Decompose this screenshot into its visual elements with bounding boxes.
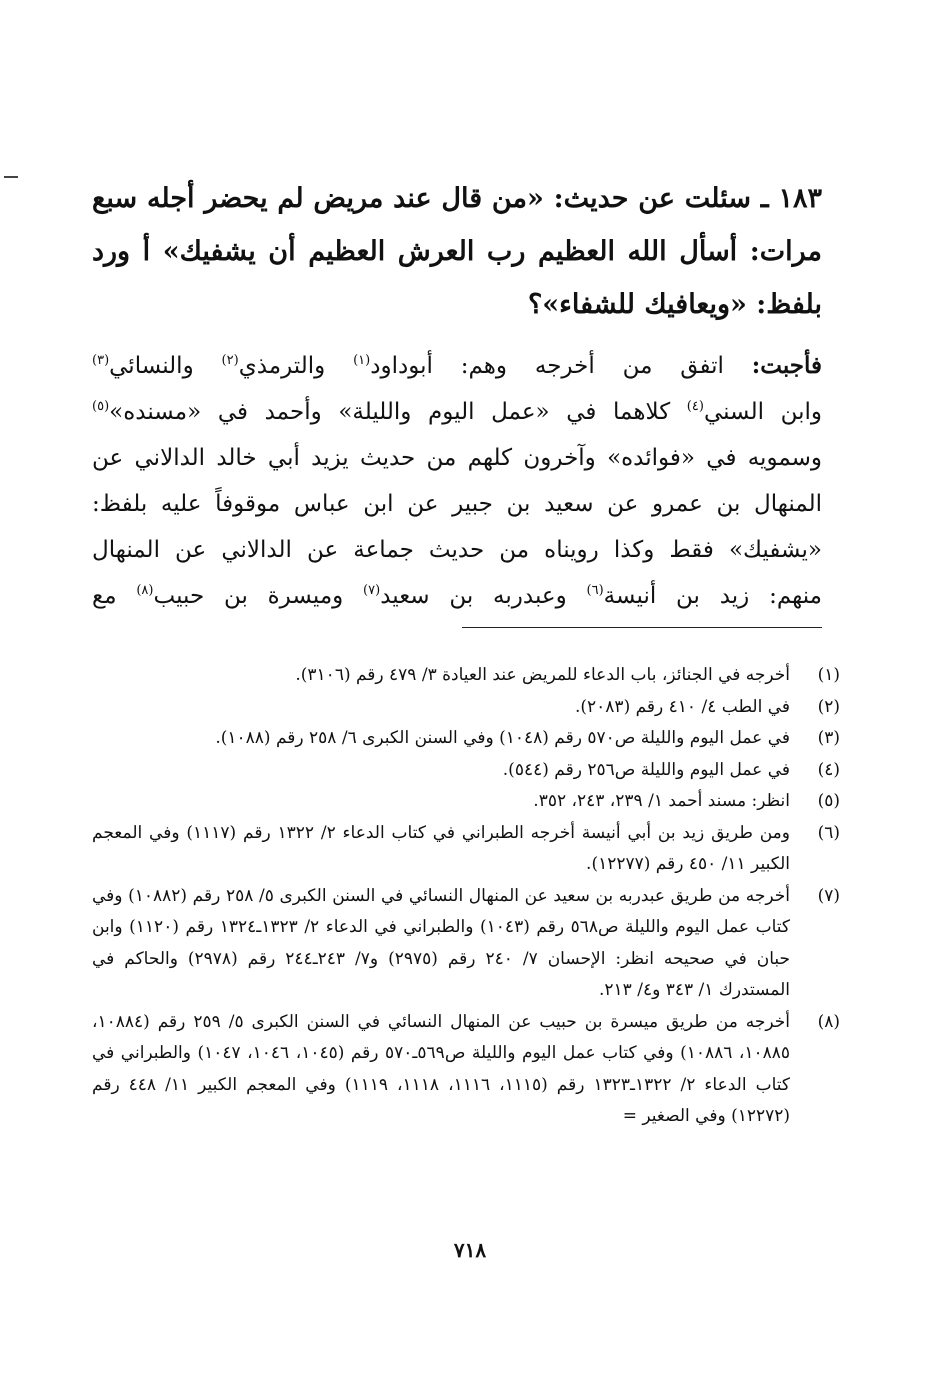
question-text: ـ سئلت عن حديث: «من قال عند مريض لم يحضر أجله سبع مرات: أسأل الله العظيم رب العرش العظيم أن يشفيك» أ ورد بلفظ: «ويعافيك للشفاء»؟: [92, 183, 822, 320]
answer-paragraph: [92, 343, 822, 619]
footnote-item: [92, 755, 840, 787]
footnote-ref: (١): [353, 353, 371, 368]
answer-line-6: [92, 573, 822, 619]
footnote-item: [92, 881, 840, 1007]
footnote-text: أخرجه من طريق عبدربه بن سعيد عن المنهال النسائي في السنن الكبرى ٥/ ٢٥٨ رقم (١٠٨٨٢) وفي كتاب عمل اليوم والليلة ص٥٦٨ رقم (١٠٤٣) والطبراني في الدعاء ٢/ ١٣٢٣ـ١٣٢٤ رقم (١١٢٠) وابن حبان في صحيحه انظر: الإحسان ٧/ ٢٤٠ رقم (٢٩٧٥) و٧/ ٢٤٣ـ٢٤٤ رقم (٢٩٧٨) والحاكم في المستدرك ١/ ٣٤٣ و٤/ ٢١٣.: [92, 885, 791, 1000]
answer-line-2: [92, 389, 822, 435]
footnote-ref: (٢): [221, 353, 239, 368]
footnote-text: أخرجه من طريق ميسرة بن حبيب عن المنهال النسائي في السنن الكبرى ٥/ ٢٥٩ رقم (١٠٨٨٤، ١٠٨٨٥، ١٠٨٨٦) وفي كتاب عمل اليوم والليلة ص٥٦٩ـ٥٧٠ رقم (١٠٤٥، ١٠٤٦، ١٠٤٧) والطبراني في كتاب الدعاء ٢/ ١٣٢٢ـ١٣٢٣ رقم (١١١٥، ١١١٦، ١١١٨، ١١١٩) وفي المعجم الكبير ١١/ ٤٤٨ رقم (١٢٢٧٢) وفي الصغير =: [92, 1011, 791, 1126]
footnote-number: (٧): [817, 885, 840, 906]
footnote-number: (٨): [817, 1011, 840, 1032]
footnote-text: ومن طريق زيد بن أبي أنيسة أخرجه الطبراني في كتاب الدعاء ٢/ ١٣٢٢ رقم (١١١٧) وفي المعجم الكبير ١١/ ٤٥٠ رقم (١٢٢٧٧).: [92, 822, 790, 874]
footnote-ref: (٦): [586, 583, 604, 598]
answer-text: منهم: زيد بن أنيسة: [603, 583, 822, 609]
footnote-number: (٣): [817, 728, 840, 748]
footnote-number: (١): [817, 665, 840, 685]
answer-text: كلاهما في «عمل اليوم والليلة» وأحمد في «مسنده»: [109, 399, 671, 425]
footnote-number: (٦): [817, 822, 840, 843]
footnote-item: [92, 723, 840, 755]
footnote-text: أخرجه في الجنائز، باب الدعاء للمريض عند العيادة ٣/ ٤٧٩ رقم (٣١٠٦).: [295, 665, 790, 685]
footnote-item: [92, 786, 840, 818]
answer-text: وابن السني: [703, 399, 822, 425]
footnote-text: في الطب ٤/ ٤١٠ رقم (٢٠٨٣).: [574, 696, 790, 717]
page-number: ٧١٨: [453, 1238, 487, 1262]
question-heading: [92, 172, 822, 331]
answer-line-3: وسمويه في «فوائده» وآخرون كلهم من حديث يزيد أبي خالد الدالاني عن: [92, 445, 823, 471]
footnote-number: (٢): [817, 696, 840, 717]
footnote-item: [92, 692, 840, 724]
footnote-text: في عمل اليوم والليلة ص٢٥٦ رقم (٥٤٤).: [502, 759, 790, 780]
answer-text: والنسائي: [109, 353, 194, 379]
answer-line-4: المنهال بن عمرو عن سعيد بن جبير عن ابن عباس موقوفاً عليه بلفظ:: [92, 491, 822, 517]
footnote-item: [92, 660, 840, 692]
answer-lead: فأجبت:: [751, 352, 822, 379]
answer-text: وعبدربه بن سعيد: [380, 583, 567, 609]
footnote-number: (٤): [817, 759, 840, 780]
footnote-item: [92, 818, 840, 881]
answer-line-1: [92, 343, 822, 389]
answer-text: اتفق من أخرجه وهم: أبوداود: [370, 353, 724, 379]
footnotes: [92, 660, 840, 1133]
footnote-ref: (٧): [363, 583, 381, 598]
footnote-ref: (٥): [92, 399, 110, 414]
footnote-item: [92, 1007, 840, 1133]
footnote-ref: (٣): [92, 353, 110, 368]
footnote-divider: [462, 627, 822, 628]
answer-text: مع: [92, 583, 117, 609]
answer-line-5: «يشفيك» فقط وكذا رويناه من حديث جماعة عن الدالاني عن المنهال: [92, 537, 822, 563]
answer-text: والترمذي: [238, 353, 326, 379]
answer-text: وميسرة بن حبيب: [153, 583, 344, 609]
footnote-number: (٥): [817, 791, 840, 811]
footnote-text: في عمل اليوم والليلة ص٥٧٠ رقم (١٠٤٨) وفي السنن الكبرى ٦/ ٢٥٨ رقم (١٠٨٨).: [215, 728, 790, 748]
question-number: ١٨٣: [778, 183, 822, 214]
footnote-ref: (٤): [686, 399, 704, 414]
scan-mark: [4, 176, 18, 178]
footnote-ref: (٨): [136, 583, 154, 598]
footnote-text: انظر: مسند أحمد ١/ ٢٣٩، ٢٤٣، ٣٥٢.: [533, 791, 790, 811]
